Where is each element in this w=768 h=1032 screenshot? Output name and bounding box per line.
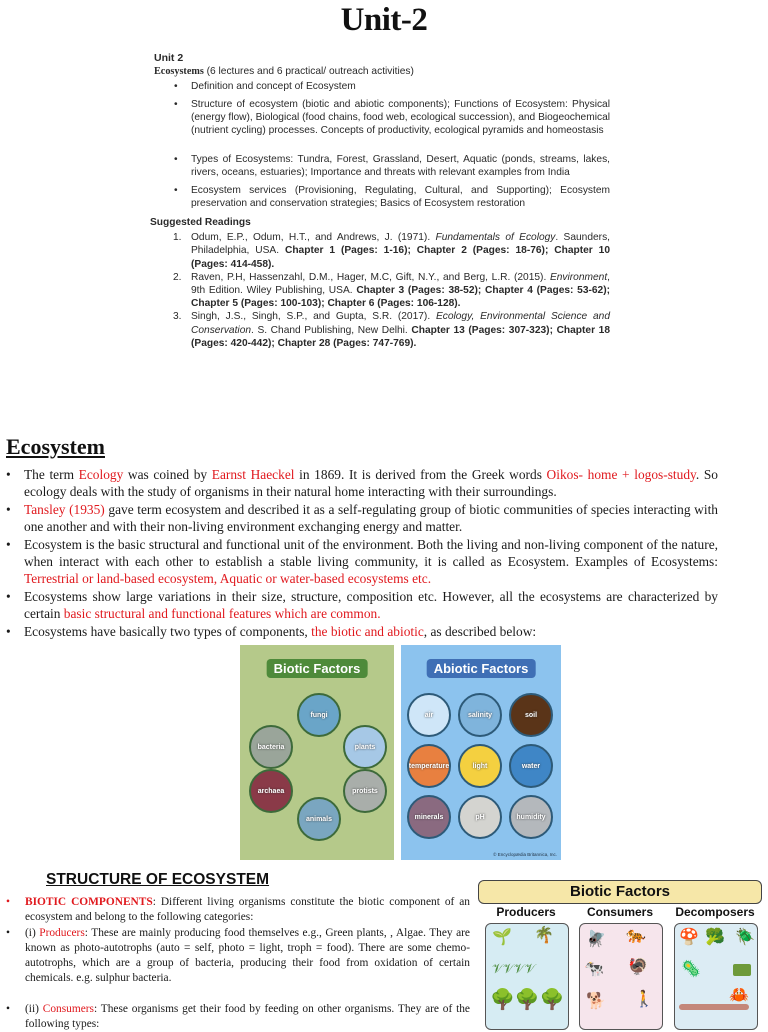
body-text: . So ecology deals with the study of organisms in their natural home interacting with their surroundings. <box>24 467 718 500</box>
biotic-factor-plants-icon <box>343 725 387 769</box>
body-text: gave term ecosystem and described it as a self-regulating group of biotic communities of species interacting with one another and with their non-living environment exchanging energy and matter. <box>24 501 718 535</box>
factor-label: air <box>424 711 434 719</box>
syllabus-subtitle-bold: Ecosystems <box>154 66 204 78</box>
human-icon: 🚶 <box>634 991 654 1008</box>
syllabus-subtitle-rest: (6 lectures and 6 practical/ outreach activities) <box>203 66 414 78</box>
structure-heading: STRUCTURE OF ECOSYSTEM <box>46 871 270 888</box>
abiotic-factor-salinity-icon <box>458 693 502 737</box>
body-text: (ii) <box>25 1002 43 1015</box>
factor-label: pH <box>475 813 485 821</box>
mold-icon: 🥦 <box>705 929 725 946</box>
biotic-panel-title: Biotic Factors <box>267 659 368 678</box>
factor-label: humidity <box>516 813 546 821</box>
reading-item <box>150 271 610 311</box>
reading-number: 1. <box>173 232 182 244</box>
body-text: Ecosystem is the basic structural and functional unit of the environment. Both the living and non-living component of the nature, when interact with each other to establish a stable living community, it is called as Ecosystem. Examples of Ecosystems: <box>24 536 718 570</box>
banana-tree-icon: 🌴 <box>534 927 554 944</box>
factor-label: temperature <box>408 762 450 770</box>
producers-label: Producers <box>496 905 556 919</box>
ecosystem-bullets <box>6 466 718 640</box>
biotic-factor-protists-icon <box>343 769 387 813</box>
syllabus-topic: • Ecosystem services (Provisioning, Regulating, Cultural, and Supporting); Ecosystem preservation and conservation strategies; Basics of Ecosystem restoration <box>150 184 610 210</box>
bullet-item <box>6 926 470 987</box>
ecosystem-heading: Ecosystem <box>6 434 105 459</box>
bullet-item <box>6 623 718 640</box>
reading-chapters: Chapter 13 (Pages: 307-323); Chapter 18 (Pages: 420-442); Chapter 28 (Pages: 747-769). <box>191 324 610 349</box>
abiotic-factor-humidity-icon <box>509 795 553 839</box>
decomposers-label: Decomposers <box>675 905 755 919</box>
body-text: in 1869. It is derived from the Greek words <box>294 467 547 482</box>
reading-authors: Odum, E.P., Odum, H.T., and Andrews, J. (1971). <box>191 232 436 244</box>
reading-chapters: Chapter 3 (Pages: 38-52); Chapter 4 (Pages: 53-62); Chapter 5 (Pages: 100-103); Chapter 6 (Pages: 106-128). <box>191 285 611 310</box>
factor-label: minerals <box>414 813 444 821</box>
syllabus-subtitle <box>154 65 610 78</box>
abiotic-factor-soil-icon <box>509 693 553 737</box>
biotic-factors-chart <box>477 877 765 1024</box>
page-title: Unit-2 <box>340 2 428 38</box>
strawberry-plant-icon: 🌱 <box>492 929 512 946</box>
reading-number: 2. <box>173 271 182 283</box>
reading-item <box>150 310 610 350</box>
factor-label: protists <box>352 787 378 795</box>
body-text: The term <box>24 467 79 482</box>
reading-book-title: Environment <box>549 271 608 283</box>
highlighted-text: Oikos- home + logos-study <box>546 467 696 482</box>
dog-icon: 🐕 <box>586 993 606 1010</box>
highlighted-text: Consumers <box>42 1002 94 1015</box>
reading-book-title: Fundamentals of Ecology <box>435 232 556 244</box>
syllabus-topic: • Definition and concept of Ecosystem <box>150 80 610 93</box>
biotic-factor-archaea-icon <box>249 769 293 813</box>
biotic-factors-panel <box>240 645 394 860</box>
consumers-label: Consumers <box>586 905 654 919</box>
body-text: : These organisms get their food by feeding on other organisms. They are of the following types: <box>25 1002 470 1031</box>
beetle-icon: 🪲 <box>735 929 755 946</box>
biotic-chart-banner: Biotic Factors <box>478 880 762 904</box>
reading-publisher: . S. Chand Publishing, New Delhi. <box>251 324 412 336</box>
mushroom-icon: 🍄 <box>679 929 699 946</box>
readings-heading: Suggested Readings <box>150 217 251 229</box>
reading-item <box>150 231 610 271</box>
factor-label: plants <box>354 743 376 751</box>
factor-label: light <box>472 762 488 770</box>
grass-icon: 𝒱𝒱𝒱𝒱 <box>492 961 536 976</box>
factor-label: salinity <box>467 711 493 719</box>
body-text: was coined by <box>123 467 212 482</box>
biotic-factor-fungi-icon <box>297 693 341 737</box>
body-text: : These are mainly producing food themselves e.g., Green plants, , Algae. They are known as photo-autotrophs (auto = self, photo = light, troph = food). There are some chemo-autotrophs, which are a group of bacteria, producing their food from oxidation of certain chemicals. e.g. sulphur bacteria. <box>25 926 470 985</box>
reading-authors: Singh, J.S., Singh, S.P., and Gupta, S.R. (2017). <box>191 311 436 323</box>
bullet-item <box>6 466 718 501</box>
body-text: (i) <box>25 926 40 939</box>
syllabus-topics <box>150 80 610 210</box>
consumers-box <box>579 923 663 1030</box>
reading-book-title: Ecology, Environmental Science and Conservation <box>191 311 611 336</box>
factor-label: soil <box>524 711 538 719</box>
syllabus-topic: • Structure of ecosystem (biotic and abiotic components); Functions of Ecosystem: Physical (energy flow), Biological (food chains, food web, ecological succession), and Biogeochemical (nutrient cycling) processes. Concepts of productivity, ecological pyramids and homeostasis <box>150 98 610 138</box>
bullet-item <box>6 536 718 588</box>
syllabus-scan <box>150 52 610 350</box>
reading-number: 3. <box>173 311 182 323</box>
highlighted-text: Tansley (1935) <box>24 501 105 517</box>
abiotic-factor-temperature-icon <box>407 744 451 788</box>
body-text: : Different living organisms constitute the biotic component of an ecosystem and belong to the following categories: <box>25 896 470 924</box>
bacteria-icon: 🦠 <box>681 961 701 978</box>
biotic-abiotic-figure <box>240 645 562 860</box>
highlighted-text: basic structural and functional features which are common. <box>63 606 381 622</box>
trees-icon: 🌳🌳🌳 <box>490 989 565 1011</box>
producers-box <box>485 923 569 1030</box>
highlighted-text: Producers <box>39 926 85 939</box>
body-text: Ecosystems have basically two types of components, <box>24 623 312 639</box>
decomposers-box <box>674 923 758 1030</box>
tiger-icon: 🐅 <box>626 927 646 944</box>
worm-icon <box>679 1004 749 1010</box>
image-credit: © Encyclopædia Britannica, Inc. <box>493 852 557 857</box>
body-text: , as described below: <box>423 623 537 639</box>
bullet-item <box>6 501 718 536</box>
highlighted-text: Terrestrial or land-based ecosystem, Aquatic or water-based ecosystems etc. <box>24 571 432 587</box>
fly-icon: 🪰 <box>586 931 606 948</box>
factor-label: water <box>521 762 541 770</box>
bullet-item <box>6 1002 470 1032</box>
abiotic-factor-ph-icon <box>458 795 502 839</box>
fungus-mat-icon <box>733 964 751 976</box>
factor-label: archaea <box>257 787 285 795</box>
highlighted-text: Ecology <box>78 467 124 482</box>
abiotic-factor-minerals-icon <box>407 795 451 839</box>
crab-icon: 🦀 <box>729 987 749 1004</box>
readings-list <box>150 231 610 350</box>
bullet-item <box>6 895 470 926</box>
factor-label: bacteria <box>257 743 285 751</box>
abiotic-factors-panel <box>401 645 561 860</box>
reading-publisher: . Saunders, Philadelphia, USA. <box>191 232 610 257</box>
abiotic-factor-water-icon <box>509 744 553 788</box>
reading-authors: Raven, P.H, Hassenzahl, D.M., Hager, M.C, Gift, N.Y., and Berg, L.R. (2015). <box>191 271 550 283</box>
reading-chapters: Chapter 1 (Pages: 1-16); Chapter 2 (Pages: 18-76); Chapter 10 (Pages: 414-458). <box>191 245 611 270</box>
abiotic-factor-air-icon <box>407 693 451 737</box>
turkey-icon: 🦃 <box>628 959 648 976</box>
highlighted-text: Earnst Haeckel <box>211 467 295 482</box>
structure-bullets <box>6 895 470 1032</box>
cow-icon: 🐄 <box>584 961 604 978</box>
factor-label: animals <box>305 815 333 823</box>
biotic-factor-animals-icon <box>297 797 341 841</box>
reading-publisher: , 9th Edition. Wiley Publishing, USA. <box>191 271 610 297</box>
syllabus-unit: Unit 2 <box>154 52 184 64</box>
biotic-factor-bacteria-icon <box>249 725 293 769</box>
highlighted-text: the biotic and abiotic <box>311 623 424 639</box>
factor-label: fungi <box>310 711 328 719</box>
syllabus-topic: • Types of Ecosystems: Tundra, Forest, Grassland, Desert, Aquatic (ponds, streams, lakes, rivers, oceans, estuaries); Importance and threats with relevant examples from India <box>150 153 610 179</box>
abiotic-factor-light-icon <box>458 744 502 788</box>
highlighted-text: BIOTIC COMPONENTS <box>25 896 153 908</box>
bullet-item <box>6 588 718 623</box>
abiotic-panel-title: Abiotic Factors <box>427 659 536 678</box>
body-text: Ecosystems show large variations in their size, structure, composition etc. However, all the ecosystems are characterized by certain <box>24 588 718 622</box>
